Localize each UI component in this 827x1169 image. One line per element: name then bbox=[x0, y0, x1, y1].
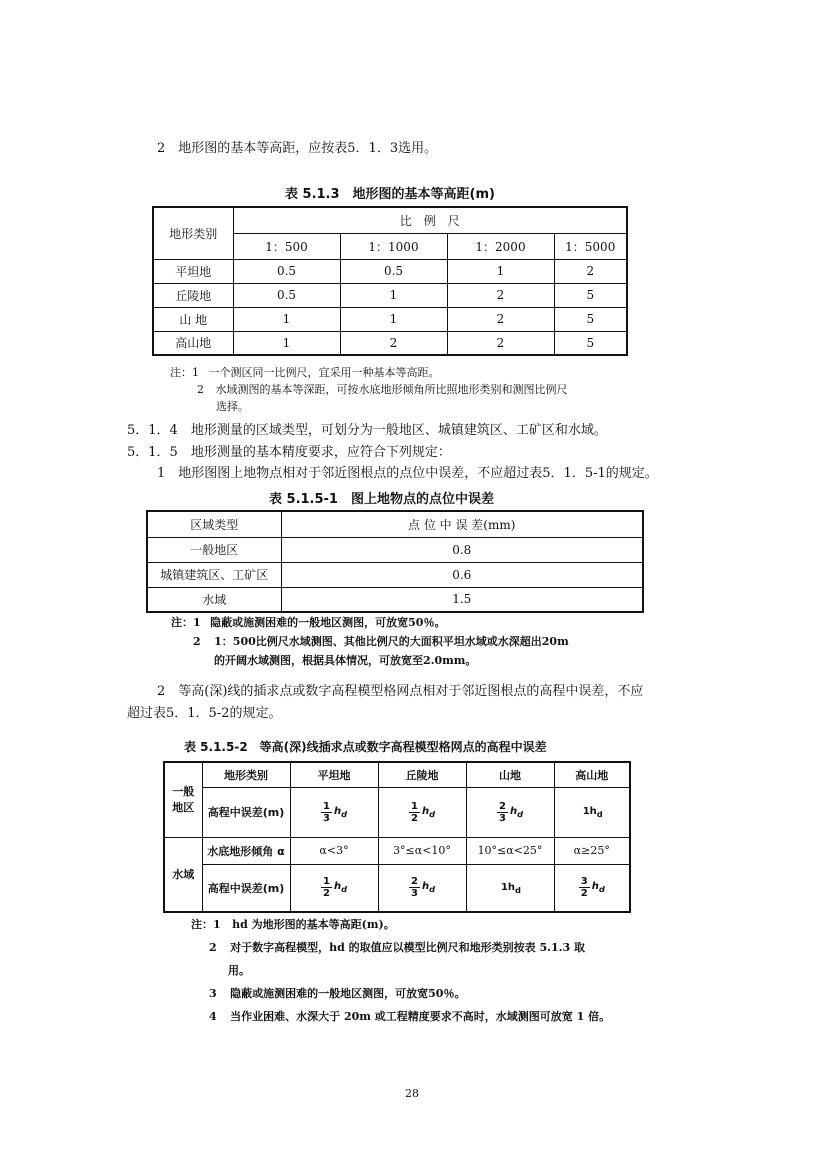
table1-value-cell: 1 bbox=[233, 307, 340, 331]
table3-slope-cell: α<3° bbox=[290, 837, 378, 864]
paragraph-point-error: 1 地形图图上地物点相对于邻近图根点的点位中误差，不应超过表5．1．5-1的规定。 bbox=[157, 466, 658, 481]
table1-header-type: 地形类别 bbox=[153, 207, 233, 259]
table3-type-cell: 山地 bbox=[466, 762, 554, 787]
table3-water-error-cell bbox=[378, 864, 466, 912]
note-label: 2 bbox=[193, 635, 201, 648]
note-text: 一个测区同一比例尺，宜采用一种基本等高距。 bbox=[208, 366, 440, 379]
fraction bbox=[409, 801, 420, 824]
fraction-numerator: 1 bbox=[322, 876, 330, 888]
hd-h: h bbox=[591, 881, 599, 893]
table1-scale-cell: 1：5000 bbox=[554, 233, 627, 259]
table1-type-cell: 丘陵地 bbox=[153, 283, 233, 307]
table2-note bbox=[171, 614, 445, 631]
hd-sub: d bbox=[341, 884, 348, 895]
hd-h: h bbox=[421, 805, 430, 817]
table1-value-cell: 2 bbox=[447, 331, 554, 355]
hd-plain: 1h bbox=[582, 805, 597, 817]
table2-header-error: 点 位 中 误 差(mm) bbox=[281, 511, 643, 537]
table3-slope-cell: α≥25° bbox=[554, 837, 630, 864]
table1-note bbox=[170, 364, 440, 381]
table1-value-cell: 0.5 bbox=[233, 259, 340, 283]
hd-sub: d bbox=[517, 808, 524, 819]
table3-slope-cell: 10°≤α<25° bbox=[466, 837, 554, 864]
table2-region-cell: 城镇建筑区、工矿区 bbox=[147, 562, 281, 587]
table1-value-cell: 1 bbox=[340, 307, 447, 331]
table3-type-cell: 平坦地 bbox=[290, 762, 378, 787]
table1-header-scale: 比 例 尺 bbox=[233, 207, 627, 233]
fraction-denominator: 3 bbox=[322, 812, 330, 824]
table3-general-error-cell bbox=[290, 787, 378, 837]
table1-value-cell: 1 bbox=[447, 259, 554, 283]
table-row bbox=[153, 307, 627, 331]
note-label: 3 bbox=[209, 987, 217, 1000]
table1-note-continuation: 选择。 bbox=[216, 400, 249, 413]
table2-note-continuation bbox=[214, 652, 476, 669]
note-text: 用。 bbox=[228, 964, 250, 977]
table3-slope-cell: 3°≤α<10° bbox=[378, 837, 466, 864]
table3-caption: 表 5.1.5-2 等高(深)线插求点或数字高程模型格网点的高程中误差 bbox=[184, 740, 547, 754]
paragraph-elevation-error: 2 等高(深)线的插求点或数字高程模型格网点相对于邻近图根点的高程中误差，不应 bbox=[157, 684, 644, 699]
hd-symbol bbox=[591, 881, 605, 895]
note-text: 隐蔽或施测困难的一般地区测图，可放宽50％。 bbox=[230, 987, 466, 1000]
table3-label-elev-error: 高程中误差(m) bbox=[202, 787, 290, 837]
hd-symbol bbox=[510, 806, 523, 817]
fraction-denominator: 2 bbox=[580, 888, 588, 900]
fraction bbox=[497, 801, 508, 824]
table-row bbox=[147, 587, 643, 612]
table-row bbox=[153, 331, 627, 355]
hd-plain: 1h bbox=[500, 881, 516, 893]
paragraph-contour-interval: 2 地形图的基本等高距，应按表5．1．3选用。 bbox=[157, 141, 438, 156]
table1-note bbox=[197, 381, 568, 398]
table2-value-cell: 1.5 bbox=[281, 587, 643, 612]
note-label: 4 bbox=[209, 1010, 217, 1023]
table2-caption: 表 5.1.5-1 图上地物点的点位中误差 bbox=[269, 492, 494, 507]
table-elevation-error bbox=[163, 761, 631, 913]
page-number: 28 bbox=[405, 1087, 419, 1100]
table-row bbox=[153, 259, 627, 283]
table2-region-cell: 水域 bbox=[147, 587, 281, 612]
table3-water-error-cell bbox=[466, 864, 554, 912]
table-row bbox=[153, 283, 627, 307]
table1-value-cell: 0.5 bbox=[340, 259, 447, 283]
hd-symbol bbox=[583, 806, 603, 817]
hd-sub: d bbox=[429, 884, 436, 895]
table1-type-cell: 高山地 bbox=[153, 331, 233, 355]
note-text: hd 为地形图的基本等高距(m)。 bbox=[232, 918, 395, 931]
fraction-denominator: 2 bbox=[322, 888, 330, 900]
table3-type-cell: 高山地 bbox=[554, 762, 630, 787]
table3-water-error-cell bbox=[554, 864, 630, 912]
fraction-denominator: 2 bbox=[410, 812, 418, 824]
table1-value-cell: 1 bbox=[340, 283, 447, 307]
fraction-numerator: 2 bbox=[410, 876, 418, 888]
note-text: 水域测图的基本等深距，可按水底地形倾角所比照地形类别和测图比例尺 bbox=[215, 383, 568, 396]
table2-value-cell: 0.6 bbox=[281, 562, 643, 587]
fraction-numerator: 1 bbox=[322, 800, 330, 812]
hd-sub: d bbox=[515, 884, 522, 895]
table-row bbox=[147, 537, 643, 562]
hd-symbol bbox=[333, 881, 348, 895]
hd-h: h bbox=[421, 881, 430, 893]
table1-type-cell: 平坦地 bbox=[153, 259, 233, 283]
table1-scale-cell: 1：1000 bbox=[340, 233, 447, 259]
hd-h: h bbox=[333, 881, 342, 893]
hd-sub: d bbox=[598, 884, 605, 895]
table1-scale-cell: 1：2000 bbox=[447, 233, 554, 259]
table3-note bbox=[209, 939, 585, 956]
fraction bbox=[321, 876, 332, 899]
table1-value-cell: 2 bbox=[340, 331, 447, 355]
table3-group-water: 水域 bbox=[164, 837, 202, 912]
fraction bbox=[409, 876, 420, 899]
table1-value-cell: 5 bbox=[554, 307, 627, 331]
table2-region-cell: 一般地区 bbox=[147, 537, 281, 562]
table3-note bbox=[209, 1008, 610, 1025]
fraction-numerator: 3 bbox=[580, 876, 588, 888]
note-label: 注：1 bbox=[171, 616, 201, 629]
table3-note-continuation bbox=[228, 962, 250, 979]
fraction-denominator: 3 bbox=[498, 812, 506, 824]
hd-symbol bbox=[422, 806, 435, 817]
note-text: 隐蔽或施测困难的一般地区测图，可放宽50％。 bbox=[210, 616, 446, 629]
table1-scale-cell: 1：500 bbox=[233, 233, 340, 259]
hd-symbol bbox=[334, 806, 347, 817]
table3-general-error-cell bbox=[466, 787, 554, 837]
table3-label-elev-error: 高程中误差(m) bbox=[202, 864, 290, 912]
hd-sub: d bbox=[596, 808, 603, 819]
note-label: 2 bbox=[197, 383, 204, 396]
hd-h: h bbox=[509, 805, 518, 817]
table1-type-cell: 山 地 bbox=[153, 307, 233, 331]
table2-note bbox=[193, 633, 569, 650]
table1-value-cell: 2 bbox=[447, 307, 554, 331]
fraction-numerator: 1 bbox=[410, 800, 418, 812]
table3-note bbox=[191, 916, 395, 933]
note-text: 当作业困难、水深大于 20m 或工程精度要求不高时，水域测图可放宽 1 倍。 bbox=[230, 1010, 611, 1023]
table1-value-cell: 1 bbox=[233, 331, 340, 355]
table3-general-error-cell bbox=[554, 787, 630, 837]
table1-value-cell: 2 bbox=[554, 259, 627, 283]
fraction bbox=[579, 876, 590, 899]
note-text: 的开阔水域测图，根据具体情况，可放宽至2.0mm。 bbox=[214, 654, 477, 667]
table1-caption: 表 5.1.3 地形图的基本等高距(m) bbox=[285, 187, 495, 202]
table3-label-slope: 水底地形倾角 α bbox=[202, 837, 290, 864]
hd-sub: d bbox=[341, 808, 348, 819]
table2-value-cell: 0.8 bbox=[281, 537, 643, 562]
fraction-denominator: 3 bbox=[410, 888, 418, 900]
table3-type-cell: 丘陵地 bbox=[378, 762, 466, 787]
paragraph-5-1-5: 5．1．5 地形测量的基本精度要求，应符合下列规定： bbox=[127, 445, 451, 460]
paragraph-elevation-error-cont: 超过表5．1．5-2的规定。 bbox=[127, 706, 282, 721]
table-basic-contour-interval bbox=[152, 206, 628, 356]
table2-header-region: 区域类型 bbox=[147, 511, 281, 537]
hd-symbol bbox=[421, 881, 436, 895]
hd-symbol bbox=[501, 882, 521, 893]
table3-general-error-cell bbox=[378, 787, 466, 837]
note-text: 对于数字高程模型，hd 的取值应以模型比例尺和地形类别按表 5.1.3 取 bbox=[230, 941, 585, 954]
table1-value-cell: 0.5 bbox=[233, 283, 340, 307]
table3-water-error-cell bbox=[290, 864, 378, 912]
table1-value-cell: 5 bbox=[554, 331, 627, 355]
note-label: 2 bbox=[209, 941, 217, 954]
note-text: 1：500比例尺水域测图、其他比例尺的大面积平坦水域或水深超出20m bbox=[214, 635, 569, 648]
hd-h: h bbox=[333, 805, 342, 817]
fraction bbox=[321, 801, 332, 824]
table3-note bbox=[209, 985, 465, 1002]
note-label: 注：1 bbox=[191, 918, 221, 931]
hd-sub: d bbox=[429, 808, 436, 819]
table3-header-type: 地形类别 bbox=[202, 762, 290, 787]
paragraph-5-1-4: 5．1．4 地形测量的区域类型，可划分为一般地区、城镇建筑区、工矿区和水域。 bbox=[127, 423, 607, 438]
table-row bbox=[147, 562, 643, 587]
table-point-position-error bbox=[146, 510, 644, 613]
table1-value-cell: 2 bbox=[447, 283, 554, 307]
table3-group-general: 一般 地区 bbox=[164, 762, 202, 837]
table1-value-cell: 5 bbox=[554, 283, 627, 307]
fraction-numerator: 2 bbox=[498, 800, 506, 812]
note-label: 注：1 bbox=[170, 366, 199, 379]
